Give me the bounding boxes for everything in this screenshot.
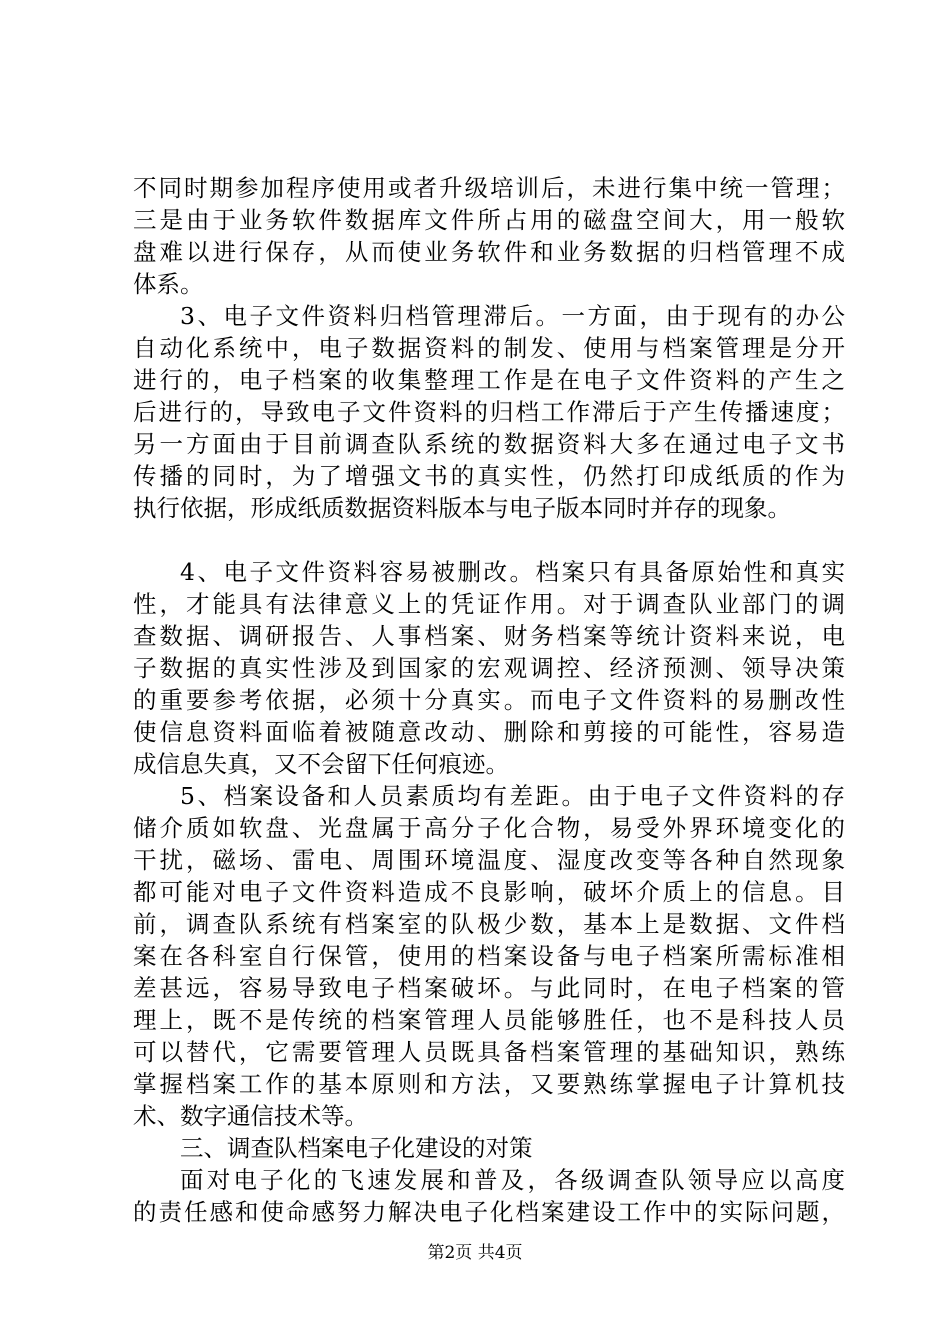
text-line: 执行依据，形成纸质数据资料版本与电子版本同时并存的现象。 xyxy=(133,494,791,522)
text-line: 进行的，电子档案的收集整理工作是在电子文件资料的产生之 xyxy=(133,366,845,394)
text-line: 不同时期参加程序使用或者升级培训后，未进行集中统一管理； xyxy=(133,174,845,202)
text-line: 使信息资料面临着被随意改动、删除和剪接的可能性，容易造 xyxy=(133,718,845,746)
document-body xyxy=(133,172,845,1228)
text-line: 的重要参考依据，必须十分真实。而电子文件资料的易删改性 xyxy=(133,686,845,714)
text-line: 储介质如软盘、光盘属于高分子化合物，易受外界环境变化的 xyxy=(133,814,845,842)
paragraph-gap xyxy=(133,524,845,556)
text-line: 另一方面由于目前调查队系统的数据资料大多在通过电子文书 xyxy=(133,430,845,458)
text-line: 都可能对电子文件资料造成不良影响，破坏介质上的信息。目 xyxy=(133,878,845,906)
text-line: 自动化系统中，电子数据资料的制发、使用与档案管理是分开 xyxy=(133,334,845,362)
paragraph-3-start: 3、电子文件资料归档管理滞后。一方面，由于现有的办公 xyxy=(180,302,845,330)
text-line: 盘难以进行保存，从而使业务软件和业务数据的归档管理不成 xyxy=(133,238,845,266)
text-line: 掌握档案工作的基本原则和方法，又要熟练掌握电子计算机技 xyxy=(133,1070,845,1098)
text-line: 前，调查队系统有档案室的队极少数，基本上是数据、文件档 xyxy=(133,910,845,938)
text-line: 体系。 xyxy=(133,270,204,298)
text-line: 查数据、调研报告、人事档案、财务档案等统计资料来说，电 xyxy=(133,622,845,650)
page-number-footer: 第2页 共4页 xyxy=(427,1243,523,1263)
text-line: 可以替代，它需要管理人员既具备档案管理的基础知识，熟练 xyxy=(133,1038,845,1066)
text-line: 三是由于业务软件数据库文件所占用的磁盘空间大，用一般软 xyxy=(133,206,845,234)
text-line: 理上，既不是传统的档案管理人员能够胜任，也不是科技人员 xyxy=(133,1006,845,1034)
text-line: 性，才能具有法律意义上的凭证作用。对于调查队业部门的调 xyxy=(133,590,845,618)
text-line: 的责任感和使命感努力解决电子化档案建设工作中的实际问题， xyxy=(133,1198,845,1226)
paragraph-4-start: 4、电子文件资料容易被删改。档案只有具备原始性和真实 xyxy=(180,558,845,586)
text-line: 案在各科室自行保管，使用的档案设备与电子档案所需标准相 xyxy=(133,942,845,970)
text-line: 术、数字通信技术等。 xyxy=(133,1102,368,1130)
section-heading: 三、调查队档案电子化建设的对策 xyxy=(180,1134,533,1162)
text-line: 后进行的，导致电子文件资料的归档工作滞后于产生传播速度； xyxy=(133,398,845,426)
text-line: 传播的同时，为了增强文书的真实性，仍然打印成纸质的作为 xyxy=(133,462,845,490)
text-line: 子数据的真实性涉及到国家的宏观调控、经济预测、领导决策 xyxy=(133,654,845,682)
text-line: 成信息失真，又不会留下任何痕迹。 xyxy=(133,750,509,778)
text-line: 干扰，磁场、雷电、周围环境温度、湿度改变等各种自然现象 xyxy=(133,846,845,874)
paragraph-5-start: 5、档案设备和人员素质均有差距。由于电子文件资料的存 xyxy=(180,782,845,810)
text-line: 差甚远，容易导致电子档案破坏。与此同时，在电子档案的管 xyxy=(133,974,845,1002)
paragraph-6-start: 面对电子化的飞速发展和普及，各级调查队领导应以高度 xyxy=(180,1166,845,1194)
